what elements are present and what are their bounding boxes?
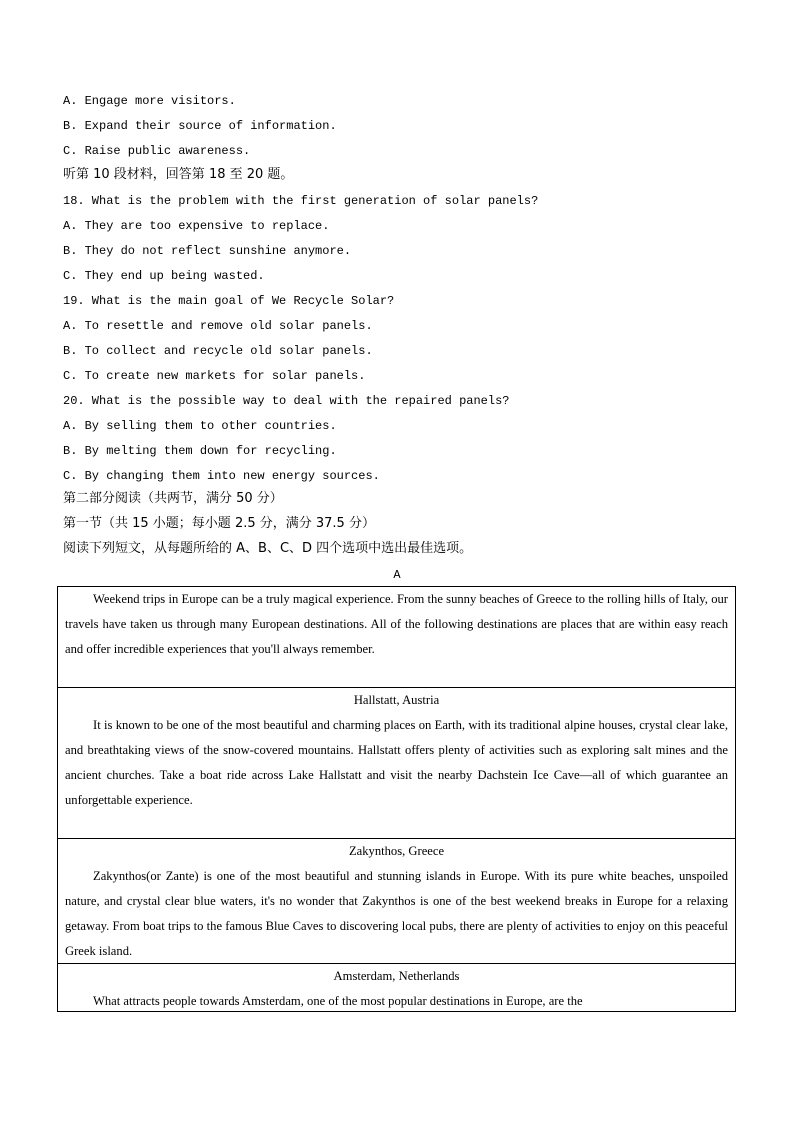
option-line: A. To resettle and remove old solar panels. (63, 319, 373, 333)
option-line: C. Raise public awareness. (63, 144, 251, 158)
question-19: 19. What is the main goal of We Recycle Solar? (63, 294, 395, 308)
place-cell-zakynthos (58, 839, 735, 964)
option-line: A. They are too expensive to replace. (63, 219, 330, 233)
place-cell-hallstatt (58, 688, 735, 813)
option-line: C. To create new markets for solar panels. (63, 369, 366, 383)
reading-instruction: 阅读下列短文，从每题所给的 A、B、C、D 四个选项中选出最佳选项。 (63, 541, 473, 556)
passage-label: A (393, 568, 401, 582)
option-line: C. By changing them into new energy sources. (63, 469, 380, 483)
option-line: A. By selling them to other countries. (63, 419, 337, 433)
place-text: What attracts people towards Amsterdam, one of the most popular destinations in Europe, are the (93, 994, 583, 1008)
passage-intro: Weekend trips in Europe can be a truly magical experience. From the sunny beaches of Greece to the rolling hills of Italy, our travels have taken us through many European destinations. All of the following destinations are places that are within easy reach and offer incredible experiences that you'll always remember. (65, 592, 728, 656)
place-text: Zakynthos(or Zante) is one of the most beautiful and stunning islands in Europe. With its pure white beaches, unspoiled nature, and crystal clear blue waters, it's no wonder that Zakynthos is one of the best weekend breaks in Europe for a relaxing getaway. From boat trips to the famous Blue Caves to discovering local pubs, there are plenty of activities to enjoy on this peaceful Greek island. (65, 869, 728, 958)
place-text: It is known to be one of the most beautiful and charming places on Earth, with its traditional alpine houses, crystal clear lake, and breathtaking views of the snow-covered mountains. Hallstatt offers plenty of activities such as exploring salt mines and the ancient churches. Take a boat ride across Lake Hallstatt and visit the nearby Dachstein Ice Cave—all of which guarantee an unforgettable experience. (65, 718, 728, 807)
place-cell-amsterdam (58, 964, 735, 1014)
option-line: B. By melting them down for recycling. (63, 444, 337, 458)
place-title: Hallstatt, Austria (353, 693, 440, 707)
place-title: Amsterdam, Netherlands (333, 969, 460, 983)
part-heading: 第二部分阅读（共两节，满分 50 分） (63, 491, 283, 506)
option-line: A. Engage more visitors. (63, 94, 236, 108)
section-instruction: 听第 10 段材料，回答第 18 至 20 题。 (63, 167, 294, 182)
option-line: B. To collect and recycle old solar panels. (63, 344, 373, 358)
question-20: 20. What is the possible way to deal with the repaired panels? (63, 394, 510, 408)
place-title: Zakynthos, Greece (348, 844, 445, 858)
passage-intro-cell (58, 587, 735, 662)
question-18: 18. What is the problem with the first generation of solar panels? (63, 194, 539, 208)
option-line: C. They end up being wasted. (63, 269, 265, 283)
option-line: B. Expand their source of information. (63, 119, 337, 133)
passage-table (57, 586, 736, 1012)
option-line: B. They do not reflect sunshine anymore. (63, 244, 352, 258)
subsection-heading: 第一节（共 15 小题；每小题 2.5 分，满分 37.5 分） (63, 516, 375, 531)
